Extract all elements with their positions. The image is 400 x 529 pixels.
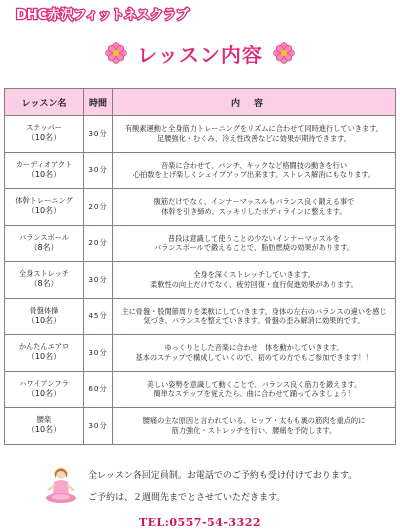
lesson-name: 体幹トレーニング [15,196,73,206]
lesson-description-line: ゆっくりとした音楽に合わせ 体を動かしていきます。 [164,343,344,353]
lesson-name: かんたんエアロ [18,342,70,352]
lesson-name: バランスボール [19,232,69,242]
lesson-name-cell [5,189,84,226]
title-bar [0,36,400,70]
lesson-duration: 30分 [84,152,113,189]
column-header-name: レッスン名 [5,89,84,116]
yoga-woman-icon [44,466,78,506]
lesson-name-cell [5,371,84,408]
footer [0,460,400,529]
lesson-name: ステッパー [26,123,62,133]
lesson-capacity: （10名） [26,133,62,143]
lesson-name: 全身ストレッチ [18,269,70,279]
lesson-duration: 45分 [84,298,113,335]
column-header-content: 内容 [113,89,396,116]
page-title: レッスン内容 [137,42,263,67]
lesson-description [113,262,396,299]
lesson-table [4,88,396,445]
lesson-name: ハワイアンフラ [19,378,69,388]
table-header-row [5,89,396,116]
lesson-name-cell [5,335,84,372]
lesson-description-line: 腰痛の主な原因と言われている、ヒップ・太もも裏の筋肉を重点的に [142,416,366,426]
lesson-description-line: 主に骨盤・股関節周りを柔軟にしていきます。身体の左右のバランスの違いを感じ [121,306,387,316]
lesson-description-line: 柔軟性の向上だけでなく、疲労回復・血行促進効果があります。 [150,279,358,289]
lesson-name-cell [5,262,84,299]
lesson-description-line: 体幹を引き締め、スッキリしたボディラインに整えます。 [161,206,347,216]
brand-name: DHC赤沢フィットネスクラブ [16,8,190,23]
lesson-name-cell [5,408,84,445]
column-header-time: 時間 [84,89,113,116]
lesson-capacity: （10名） [26,315,62,325]
lesson-description [113,371,396,408]
lesson-description-line: 心拍数を上げ楽しくシェイプアップ出来ます。ストレス解消にもなります。 [132,170,376,180]
lesson-description-line: 音楽に合わせて、パンチ、キックなど格闘技の動きを行い [160,160,348,170]
lesson-duration: 30分 [84,262,113,299]
lesson-description-line: 美しい姿勢を意識して動くことで、バランス良く筋力を鍛えます。 [146,379,362,389]
lesson-name: カーディオアクト [15,159,73,169]
lesson-description [113,298,396,335]
table-row [5,189,396,226]
lesson-table-body [5,116,396,445]
table-row [5,408,396,445]
lesson-duration: 20分 [84,225,113,262]
lesson-duration: 60分 [84,371,113,408]
table-row [5,116,396,153]
lesson-description [113,189,396,226]
lesson-name-cell [5,298,84,335]
lesson-capacity: （8名） [29,279,59,289]
lesson-capacity: （10名） [26,425,62,435]
table-row [5,371,396,408]
phone-number[interactable]: TEL:0557-54-3322 [138,516,262,529]
lesson-description-line: 普段は意識して使うことの少ないインナーマッスルを [167,233,341,243]
lesson-duration: 30分 [84,408,113,445]
lesson-capacity: （10名） [26,388,62,398]
lesson-description [113,335,396,372]
flower-icon [273,42,295,64]
lesson-description-line: 簡単なステップを覚えたら、曲に合わせて踊ってみましょう！ [153,389,355,399]
lesson-description-line: バランスボールで鍛えることで、脂肪燃焼の効果があります。 [153,243,355,253]
table-row [5,298,396,335]
lesson-capacity: （10名） [26,352,62,362]
table-row [5,225,396,262]
reservation-note: 全レッスン各回定員制。お電話でのご予約も受け付けております。 [88,471,358,481]
lesson-name: 骨盤体操 [29,305,59,315]
lesson-description-line: 足腰強化・むくみ、冷え性改善などに効果が期待できます。 [157,133,351,143]
table-row [5,335,396,372]
flower-icon [105,42,127,64]
lesson-description-line: 基本のステップで構成していくので、初めての方でもご参加できます！！ [135,352,373,362]
table-row [5,152,396,189]
lesson-duration: 30分 [84,116,113,153]
lesson-description [113,152,396,189]
lesson-description-line: 有酸素運動と全身筋力トレーニングをリズムに合わせて同時進行していきます。 [125,124,383,134]
brand-logo-text [14,4,274,24]
lesson-name: 腰楽 [36,415,52,425]
brand-logo [14,4,274,24]
lesson-duration: 30分 [84,335,113,372]
lesson-description-line: 腹筋だけでなく、インナーマッスルもバランス良く鍛える事で [153,197,355,207]
lesson-name-cell [5,152,84,189]
lesson-description [113,408,396,445]
lesson-capacity: （10名） [26,169,62,179]
lesson-duration: 20分 [84,189,113,226]
lesson-name-cell [5,116,84,153]
booking-window-note: ご予約は、２週間先までとさせていただきます。 [88,493,286,503]
lesson-capacity: （8名） [29,242,59,252]
lesson-description-line: 全身を深くストレッチしていきます。 [193,270,315,280]
lesson-name-cell [5,225,84,262]
lesson-description-line: 筋力強化・ストレッチを行い、腰痛を予防します。 [171,425,337,435]
lesson-description [113,225,396,262]
lesson-description-line: 気づき、バランスを整えていきます。骨盤の歪み解消に効果的です。 [143,316,365,326]
lesson-capacity: （10名） [26,206,62,216]
lesson-description [113,116,396,153]
table-row [5,262,396,299]
